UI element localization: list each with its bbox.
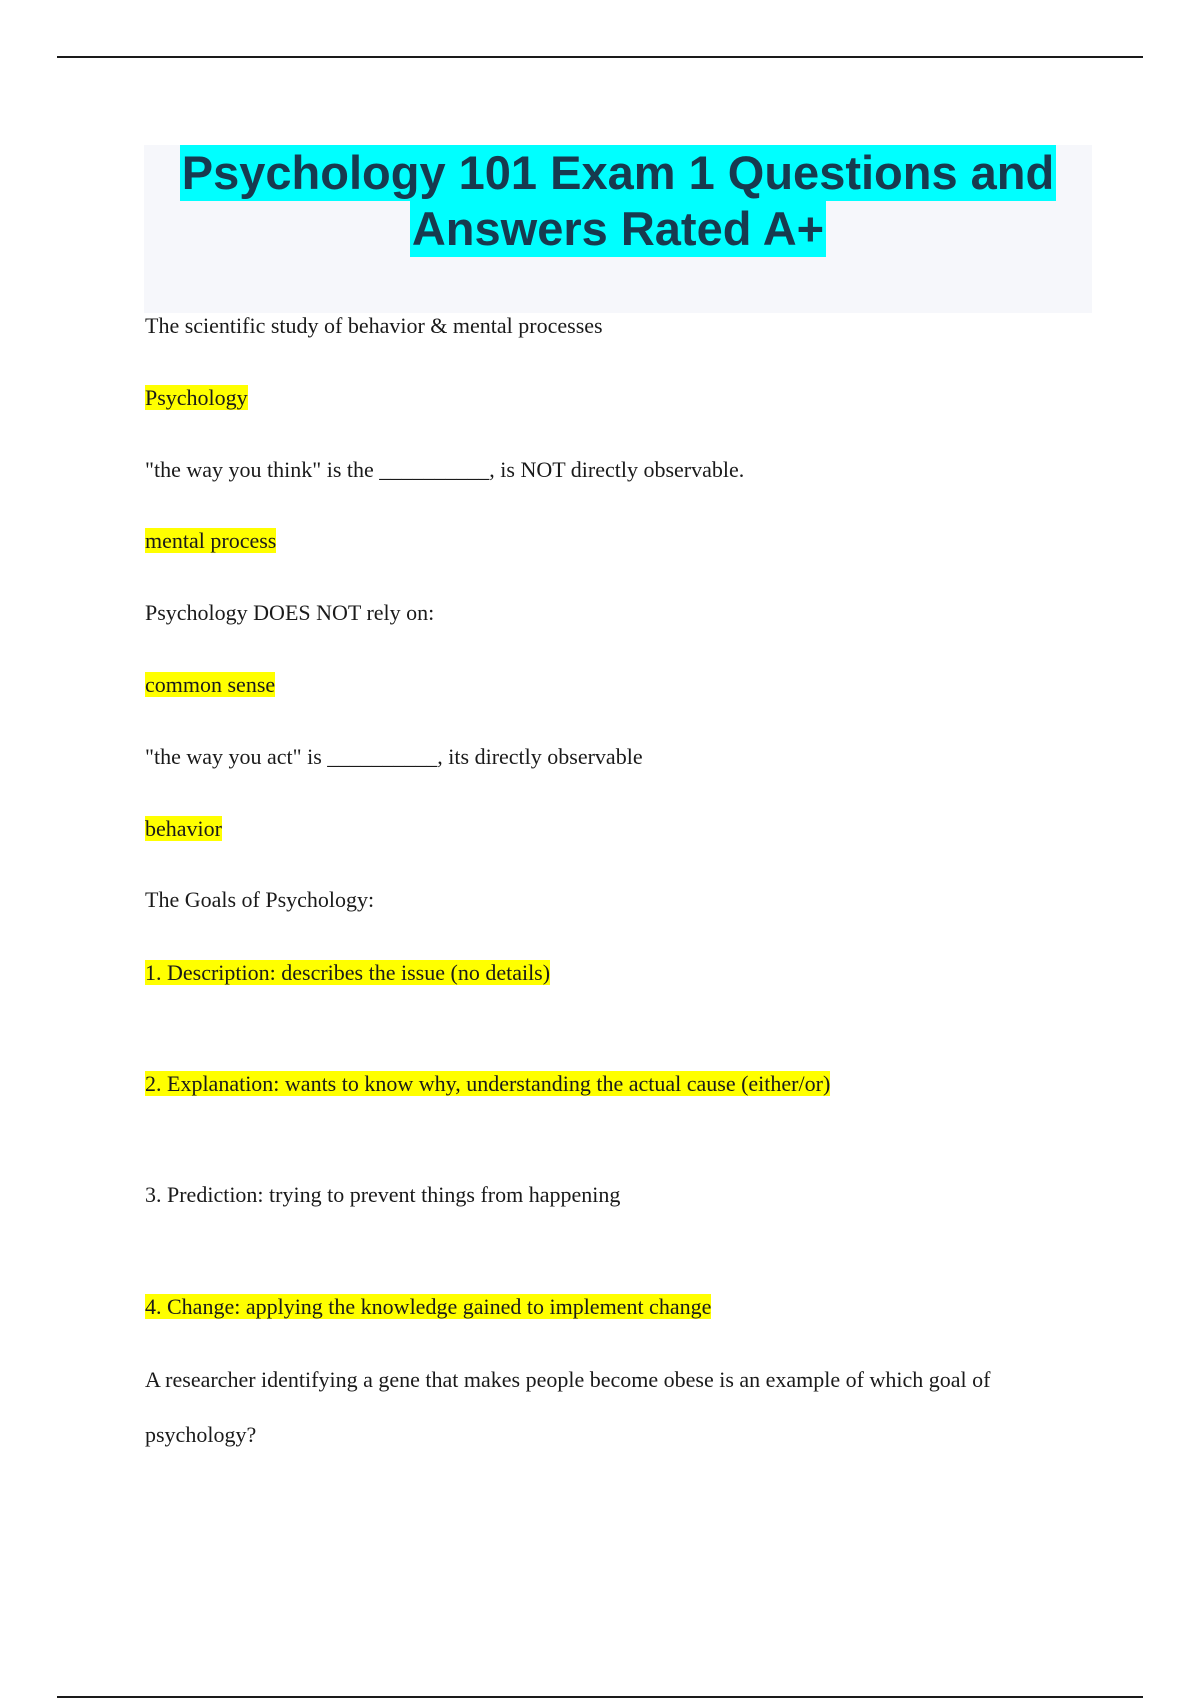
title-box — [144, 145, 1092, 313]
question-text: Psychology DOES NOT rely on: — [145, 600, 435, 625]
answer-text: common sense — [145, 672, 276, 697]
title-line-1: Psychology 101 Exam 1 Questions and — [181, 146, 1055, 199]
question-text: The scientific study of behavior & mental processes — [145, 313, 603, 338]
top-rule — [57, 56, 1143, 58]
question-text: The Goals of Psychology: — [145, 887, 375, 912]
answer-text: Psychology — [145, 385, 248, 410]
answer-text: behavior — [145, 816, 222, 841]
bottom-rule — [57, 1696, 1143, 1698]
goal-text: 3. Prediction: trying to prevent things from happening — [145, 1182, 621, 1207]
title-line-2: Answers Rated A+ — [411, 202, 825, 255]
question-text: "the way you think" is the __________, is NOT directly observable. — [145, 457, 745, 482]
answer-text: 4. Change: applying the knowledge gained to implement change — [145, 1294, 712, 1319]
question-text: "the way you act" is __________, its directly observable — [145, 744, 643, 769]
document-title — [144, 145, 1092, 257]
answer-text: 1. Description: describes the issue (no details) — [145, 960, 551, 985]
answer-text: mental process — [145, 528, 277, 553]
question-text: A researcher identifying a gene that makes people become obese is an example of which goal of psychology? — [145, 1367, 991, 1447]
answer-text: 2. Explanation: wants to know why, understanding the actual cause (either/or) — [145, 1071, 831, 1096]
